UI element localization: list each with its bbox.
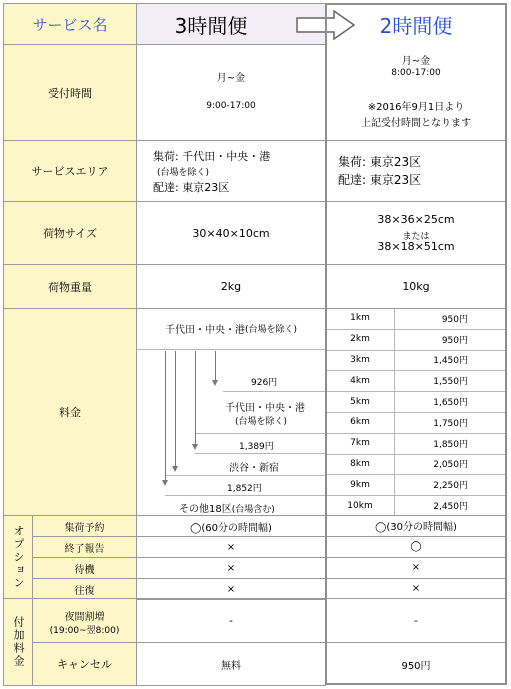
reception-2h-days: 月~金 xyxy=(401,56,431,67)
table-row xyxy=(326,391,506,412)
area-3h-delivery: 配達: 東京23区 xyxy=(153,181,230,194)
reception-2h-hours: 8:00-17:00 xyxy=(391,68,441,78)
area-3h-pickup-note: (台場を除く) xyxy=(157,168,210,178)
price-cell: 1,450円 xyxy=(433,356,468,367)
table-row xyxy=(326,329,506,350)
night-3h-value: - xyxy=(229,614,233,627)
reception-2h-note1: ※2016年9月1日より xyxy=(367,102,465,113)
option-2h-value: ◯(30分の時間幅) xyxy=(375,522,457,533)
cancel-label: キャンセル xyxy=(57,658,112,671)
area-label: サービスエリア xyxy=(31,165,109,178)
option-label: 待機 xyxy=(32,557,137,579)
night-3h-cell xyxy=(136,598,326,643)
table-row xyxy=(326,412,506,433)
option-3h-value: × xyxy=(136,557,326,579)
area-label-cell xyxy=(3,140,137,202)
fee-3h-zone4-area: その他18区 xyxy=(179,504,232,515)
fee-3h-price2: 926円 xyxy=(251,378,278,388)
reception-label-cell xyxy=(3,44,137,141)
night-2h-value: - xyxy=(414,614,418,627)
plan-3h-title: 3時間便 xyxy=(174,13,248,38)
fee-3h-zone1-area: 千代田・中央・港 xyxy=(164,325,245,336)
service-label: サービス名 xyxy=(32,15,108,34)
price-cell: 950円 xyxy=(441,314,468,325)
fee-3h-zone2-note: (台場を除く) xyxy=(235,417,288,427)
weight-label: 荷物重量 xyxy=(48,280,92,294)
weight-3h-value: 2kg xyxy=(220,280,242,293)
option-3h-value: × xyxy=(136,578,326,600)
option-3h-value: × xyxy=(136,536,326,558)
surcharge-group-label: 付加料金 xyxy=(12,616,25,668)
size-3h-cell xyxy=(136,201,326,265)
night-hours: (19:00~翌8:00) xyxy=(49,626,120,636)
km-cell: 4km xyxy=(350,375,370,386)
fee-3h-zone4-note: (台場含む) xyxy=(231,505,275,515)
option-2h-value: × xyxy=(411,583,421,594)
service-label-cell xyxy=(3,3,137,45)
km-cell: 2km xyxy=(350,334,370,345)
size-label: 荷物サイズ xyxy=(42,227,98,240)
cancel-3h-value: 無料 xyxy=(221,660,241,672)
table-row xyxy=(326,370,506,391)
price-cell: 1,850円 xyxy=(433,439,468,450)
option-label: 往復 xyxy=(32,578,137,600)
size-label-cell xyxy=(3,201,137,265)
area-2h-delivery: 配達: 東京23区 xyxy=(338,173,422,187)
price-cell: 1,750円 xyxy=(433,418,468,429)
table-row xyxy=(326,433,506,454)
area-3h-cell xyxy=(136,140,326,202)
reception-2h-note2: 上記受付時間となります xyxy=(361,118,471,129)
area-2h-pickup: 集荷: 東京23区 xyxy=(338,155,422,169)
table-row xyxy=(326,495,506,516)
option-label: 終了報告 xyxy=(32,536,137,558)
cancel-2h-value: 950円 xyxy=(401,660,431,672)
price-cell: 1,550円 xyxy=(433,377,468,388)
km-cell: 3km xyxy=(350,354,370,365)
price-cell: 2,450円 xyxy=(433,502,468,513)
price-cell: 2,250円 xyxy=(433,481,468,492)
reception-label: 受付時間 xyxy=(48,86,92,100)
price-cell: 2,050円 xyxy=(433,460,468,471)
fee-2h-table xyxy=(326,308,506,516)
fee-3h-price4: 1,852円 xyxy=(227,484,262,494)
fee-3h-price3: 1,389円 xyxy=(239,442,274,452)
area-3h-pickup: 集荷: 千代田・中央・港 xyxy=(153,150,271,163)
surcharge-group-cell xyxy=(3,598,33,686)
arrow-right-icon xyxy=(296,10,356,40)
cancel-label-cell xyxy=(32,642,137,686)
table-row xyxy=(326,454,506,475)
size-3h-value: 30×40×10cm xyxy=(192,226,270,240)
option-2h-value: × xyxy=(411,562,421,573)
fee-label: 料金 xyxy=(59,406,81,419)
size-2h-line1: 38×36×25cm xyxy=(377,213,455,226)
arrow-down-icon xyxy=(172,466,178,472)
option-2h-value: ◯ xyxy=(410,541,422,552)
weight-label-cell xyxy=(3,264,137,309)
reception-3h-hours: 9:00-17:00 xyxy=(206,101,256,111)
fee-3h-cell xyxy=(136,308,326,516)
km-cell: 6km xyxy=(350,417,370,428)
fee-3h-zone2-area: 千代田・中央・港 xyxy=(225,403,305,414)
km-cell: 9km xyxy=(350,479,370,490)
weight-3h-cell xyxy=(136,264,326,309)
km-cell: 8km xyxy=(350,458,370,469)
night-label: 夜間割増 xyxy=(64,612,105,623)
option-label: 集荷予約 xyxy=(32,515,137,537)
table-row xyxy=(326,350,506,371)
fee-3h-zone1 xyxy=(137,321,325,336)
km-cell: 1km xyxy=(350,313,370,324)
cancel-3h-cell xyxy=(136,642,326,686)
fee-3h-zone1-note: (台場を除く) xyxy=(244,325,298,335)
area-2h-cell xyxy=(326,140,506,202)
table-row xyxy=(326,474,506,495)
options-group-cell xyxy=(3,515,33,599)
reception-2h-cell xyxy=(326,44,506,141)
fee-3h-zone3-area: 渋谷・新宿 xyxy=(229,463,279,474)
fee-label-cell xyxy=(3,308,137,516)
arrow-down-icon xyxy=(212,380,218,386)
reception-3h-days: 月~金 xyxy=(216,73,246,84)
price-cell: 950円 xyxy=(441,335,468,346)
size-2h-line2: または xyxy=(402,232,430,242)
cancel-2h-cell xyxy=(326,642,506,686)
weight-2h-cell xyxy=(326,264,506,309)
weight-2h-value: 10kg xyxy=(402,280,430,293)
options-group-label: オプション xyxy=(12,524,25,590)
km-cell: 7km xyxy=(350,438,370,449)
arrow-down-icon xyxy=(162,480,168,486)
night-label-cell xyxy=(32,598,137,643)
option-3h-value: ◯(60分の時間幅) xyxy=(136,515,326,537)
size-2h-cell xyxy=(326,201,506,265)
size-2h-line3: 38×18×51cm xyxy=(377,240,455,253)
price-cell: 1,650円 xyxy=(433,398,468,409)
km-cell: 10km xyxy=(347,500,373,511)
arrow-down-icon xyxy=(192,444,198,450)
night-2h-cell xyxy=(326,598,506,643)
reception-3h-cell xyxy=(136,44,326,141)
table-row xyxy=(326,308,506,329)
plan-2h-title: 2時間便 xyxy=(379,13,453,38)
fee-3h-zone4 xyxy=(179,500,275,515)
km-cell: 5km xyxy=(350,396,370,407)
